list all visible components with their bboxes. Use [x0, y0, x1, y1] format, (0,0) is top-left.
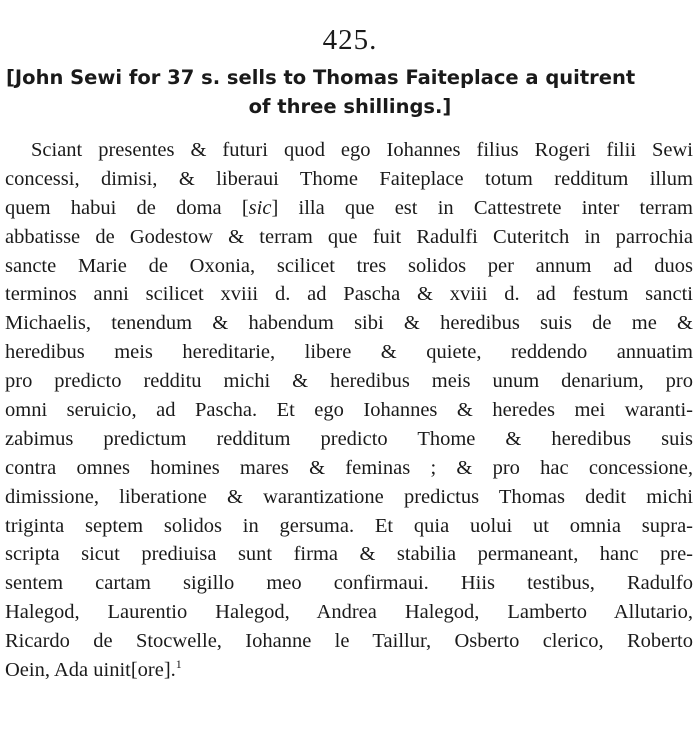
- text-line: concessi, dimisi, & liberaui Thome Faiteplace totum redditum illum: [5, 167, 693, 190]
- charter-heading: [6, 63, 694, 121]
- text-line: zabimus predictum redditum predicto Thome & heredibus suis: [5, 427, 693, 450]
- text-line-last: [5, 656, 693, 685]
- charter-text: [5, 136, 693, 685]
- text-line: contra omnes homines mares & feminas ; & pro hac concessione,: [5, 456, 693, 479]
- heading-line-2: of three shillings.]: [248, 95, 452, 118]
- text-line: abbatisse de Godestow & terram que fuit Radulfi Cuteritch in parrochia: [5, 225, 693, 248]
- footnote-marker: 1: [175, 657, 182, 672]
- text-line: scripta sicut prediuisa sunt firma & stabilia permaneant, hanc pre-: [5, 543, 693, 566]
- heading-line-1: [John Sewi for 37 s. sells to Thomas Faiteplace a quitrent: [6, 66, 636, 89]
- text-line: Sciant presentes & futuri quod ego Iohannes filius Rogeri filii Sewi: [31, 139, 693, 161]
- text-line: sentem cartam sigillo meo confirmaui. Hiis testibus, Radulfo: [5, 572, 693, 595]
- text-line: pro predicto redditu michi & heredibus meis unum denarium, pro: [5, 370, 693, 393]
- text-line: omni seruicio, ad Pascha. Et ego Iohannes & heredes mei waranti-: [5, 399, 693, 422]
- text-line: terminos anni scilicet xviii d. ad Pascha & xviii d. ad festum sancti: [5, 283, 693, 306]
- text-line: sancte Marie de Oxonia, scilicet tres solidos per annum ad duos: [5, 254, 693, 277]
- text-line: quem habui de doma [sic] illa que est in Cattestrete inter terram: [5, 196, 693, 219]
- text-line: Michaelis, tenendum & habendum sibi & heredibus suis de me &: [5, 312, 693, 335]
- text-line: Halegod, Laurentio Halegod, Andrea Halegod, Lamberto Allutario,: [5, 601, 693, 624]
- last-line-text: Oein, Ada uinit[ore].: [5, 659, 176, 682]
- text-line: Ricardo de Stocwelle, Iohanne le Taillur, Osberto clerico, Roberto: [5, 630, 693, 653]
- sic-marker: sic: [248, 196, 272, 219]
- page-number: 425.: [322, 24, 378, 56]
- text-line: dimissione, liberatione & warantizatione predictus Thomas dedit michi: [5, 485, 693, 508]
- text-line: heredibus meis hereditarie, libere & quiete, reddendo annuatim: [5, 341, 693, 364]
- text-line: triginta septem solidos in gersuma. Et quia uolui ut omnia supra-: [5, 514, 693, 537]
